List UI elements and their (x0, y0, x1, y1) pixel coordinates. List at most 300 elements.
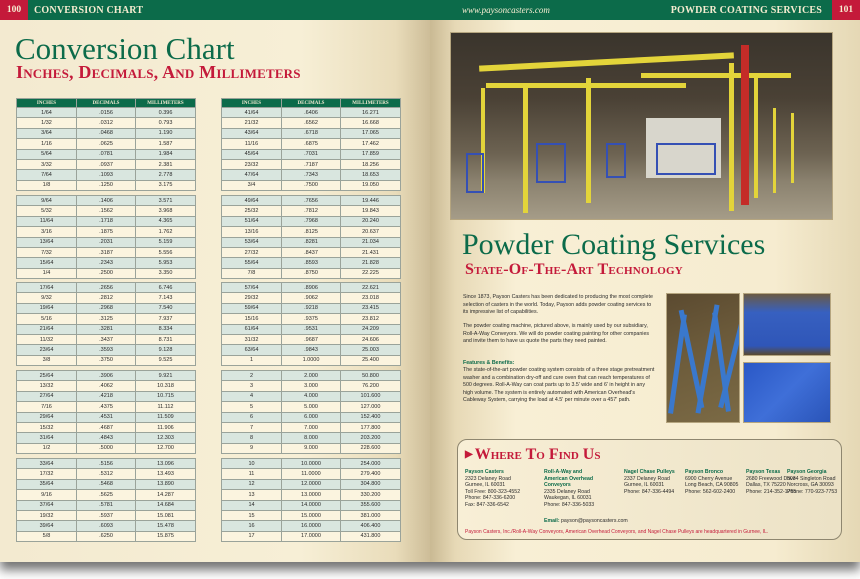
conversion-table (221, 98, 401, 191)
decimals-cell: .6875 (282, 139, 341, 149)
inches-cell: 13/16 (222, 227, 282, 237)
table-row (17, 500, 196, 510)
decimals-cell: .4375 (77, 402, 136, 412)
page-number-left: 100 (0, 0, 28, 20)
inches-cell: 12 (222, 479, 282, 489)
table-row (222, 159, 401, 169)
millimeters-cell: 25.003 (341, 345, 401, 355)
decimals-cell: .9375 (282, 314, 341, 324)
inches-cell: 31/64 (17, 433, 77, 443)
table-row (17, 128, 196, 138)
email-line: Email: payson@paysoncasters.com (544, 518, 628, 524)
table-row (17, 268, 196, 278)
inches-cell: 55/64 (222, 258, 282, 268)
table-row (222, 268, 401, 278)
table-row (17, 196, 196, 206)
inches-cell: 15 (222, 510, 282, 520)
millimeters-cell: 3.350 (136, 268, 196, 278)
location-entry (787, 469, 857, 495)
decimals-cell: 6.000 (282, 412, 341, 422)
millimeters-cell: 10.715 (136, 391, 196, 401)
email-link[interactable]: payson@paysoncasters.com (561, 518, 628, 524)
inches-cell: 9 (222, 443, 282, 453)
inches-cell: 21/64 (17, 324, 77, 334)
millimeters-cell: 22.621 (341, 283, 401, 293)
location-entry (624, 469, 694, 495)
table-row (222, 324, 401, 334)
location-name: Payson Georgia (787, 469, 827, 475)
location-line: 2335 Delaney Road (544, 488, 590, 495)
millimeters-cell: 50.800 (341, 371, 401, 381)
millimeters-cell: 24.209 (341, 324, 401, 334)
table-row (17, 479, 196, 489)
inches-cell: 25/32 (222, 206, 282, 216)
decimals-cell: .2656 (77, 283, 136, 293)
inches-cell: 7/64 (17, 170, 77, 180)
decimals-cell: .3125 (77, 314, 136, 324)
location-line: Gurnee, IL 60031 (624, 482, 665, 489)
table-row (222, 314, 401, 324)
inches-cell: 9/32 (17, 293, 77, 303)
millimeters-cell: 6.746 (136, 283, 196, 293)
inches-cell: 39/64 (17, 521, 77, 531)
decimals-cell: .6250 (77, 531, 136, 541)
millimeters-cell: 101.600 (341, 391, 401, 401)
millimeters-cell: 127.000 (341, 402, 401, 412)
millimeters-cell: 3.175 (136, 180, 196, 190)
location-line: Phone: 847-336-4494 (624, 488, 675, 495)
decimals-cell: .4843 (77, 433, 136, 443)
features-paragraph: The state-of-the-art powder coating system consists of a three stage pretreatment washer and a combination dry-off and cure oven that can reach temperatures of 500 degrees. Roll-A-Way can coat parts up to 3.5' wide and 6' in height in any high volume. The system is entirely automated with American Overhead's Cableway System, carrying the load at 4.5' per minute over a 457' path. (463, 367, 655, 404)
decimals-cell: 7.000 (282, 422, 341, 432)
table-row (17, 303, 196, 313)
inches-cell: 8 (222, 433, 282, 443)
table-row (222, 402, 401, 412)
inches-cell: 3/32 (17, 159, 77, 169)
table-row (222, 293, 401, 303)
millimeters-cell: 8.731 (136, 334, 196, 344)
millimeters-cell: 14.287 (136, 490, 196, 500)
decimals-cell: .6718 (282, 128, 341, 138)
millimeters-cell: 2.778 (136, 170, 196, 180)
decimals-cell: .3750 (77, 355, 136, 365)
table-row (222, 196, 401, 206)
table-row (222, 469, 401, 479)
millimeters-cell: 16.668 (341, 118, 401, 128)
decimals-cell: .2031 (77, 237, 136, 247)
decimals-cell: 8.000 (282, 433, 341, 443)
decimals-cell: .9062 (282, 293, 341, 303)
millimeters-cell: 18.653 (341, 170, 401, 180)
section-title-left: CONVERSION CHART (34, 4, 144, 16)
location-name: Nagel Chase Pulleys (624, 469, 675, 475)
table-row (17, 258, 196, 268)
decimals-cell: .3187 (77, 247, 136, 257)
millimeters-cell: 20.240 (341, 216, 401, 226)
millimeters-cell: 9.128 (136, 345, 196, 355)
millimeters-cell: 13.890 (136, 479, 196, 489)
conversion-table (221, 458, 401, 542)
section-title-right: POWDER COATING SERVICES (670, 4, 822, 16)
features-heading: Features & Benefits: (463, 360, 515, 366)
decimals-cell: .7656 (282, 196, 341, 206)
millimeters-cell: 11.509 (136, 412, 196, 422)
inches-cell: 15/16 (222, 314, 282, 324)
column-header: INCHES (17, 99, 77, 108)
location-line: 2337 Delaney Road (624, 475, 670, 482)
table-row (222, 490, 401, 500)
decimals-cell: .7187 (282, 159, 341, 169)
table-row (17, 422, 196, 432)
inches-cell: 7/8 (222, 268, 282, 278)
location-line: 2680 Freewood Drive (746, 475, 796, 482)
inches-cell: 29/32 (222, 293, 282, 303)
decimals-cell: .1718 (77, 216, 136, 226)
table-row (222, 345, 401, 355)
millimeters-cell: 152.400 (341, 412, 401, 422)
intro-paragraph: Since 1873, Payson Casters has been dedicated to producing the most complete selection of casters in the world. Today, Payson adds powder coating services to its impressive list of capabilities. (463, 294, 653, 316)
inches-cell: 23/64 (17, 345, 77, 355)
table-row (17, 206, 196, 216)
decimals-cell: .9843 (282, 345, 341, 355)
decimals-cell: .2812 (77, 293, 136, 303)
table-row (17, 490, 196, 500)
decimals-cell: 1.0000 (282, 355, 341, 365)
inches-cell: 9/64 (17, 196, 77, 206)
table-row (17, 180, 196, 190)
table-row (222, 381, 401, 391)
inches-cell: 15/64 (17, 258, 77, 268)
table-row (17, 381, 196, 391)
location-line: 5034 Singleton Road (787, 475, 836, 482)
location-name: Roll-A-Way and American Overhead Conveyors (544, 469, 594, 489)
millimeters-cell: 12.700 (136, 443, 196, 453)
millimeters-cell: 304.800 (341, 479, 401, 489)
millimeters-cell: 17.859 (341, 149, 401, 159)
decimals-cell: .1562 (77, 206, 136, 216)
inches-cell: 1/32 (17, 118, 77, 128)
millimeters-cell: 18.256 (341, 159, 401, 169)
millimeters-cell: 2.381 (136, 159, 196, 169)
location-line: Phone: 214-352-1765 (746, 488, 797, 495)
table-row (222, 433, 401, 443)
inches-cell: 7/16 (17, 402, 77, 412)
inches-cell: 27/32 (222, 247, 282, 257)
millimeters-cell: 10.318 (136, 381, 196, 391)
decimals-cell: .3593 (77, 345, 136, 355)
table-row (17, 521, 196, 531)
location-name: Payson Casters (465, 469, 504, 475)
table-row (17, 459, 196, 469)
table-row (222, 149, 401, 159)
table-row (17, 334, 196, 344)
millimeters-cell: 177.800 (341, 422, 401, 432)
decimals-cell: 17.0000 (282, 531, 341, 541)
column-header: MILLIMETERS (341, 99, 401, 108)
website-url[interactable]: www.paysoncasters.com (462, 5, 550, 15)
table-row (222, 180, 401, 190)
decimals-cell: .1250 (77, 180, 136, 190)
millimeters-cell: 24.606 (341, 334, 401, 344)
blue-coated-rails-photo (743, 293, 831, 356)
inches-cell: 31/32 (222, 334, 282, 344)
millimeters-cell: 254.000 (341, 459, 401, 469)
millimeters-cell: 355.600 (341, 500, 401, 510)
millimeters-cell: 12.303 (136, 433, 196, 443)
millimeters-cell: 0.793 (136, 118, 196, 128)
table-row (222, 371, 401, 381)
table-row (222, 128, 401, 138)
table-row (222, 108, 401, 118)
decimals-cell: 15.0000 (282, 510, 341, 520)
decimals-cell: .0625 (77, 139, 136, 149)
page-title: Conversion Chart (15, 31, 235, 66)
table-row (17, 443, 196, 453)
conversion-table (16, 195, 196, 279)
decimals-cell: .5937 (77, 510, 136, 520)
table-row (17, 433, 196, 443)
inches-cell: 3/4 (222, 180, 282, 190)
inches-cell: 1/4 (17, 268, 77, 278)
table-row (17, 159, 196, 169)
millimeters-cell: 19.050 (341, 180, 401, 190)
location-entry (544, 469, 604, 509)
decimals-cell: .7500 (282, 180, 341, 190)
millimeters-cell: 203.200 (341, 433, 401, 443)
inches-cell: 11 (222, 469, 282, 479)
decimals-cell: .1875 (77, 227, 136, 237)
decimals-cell: 13.0000 (282, 490, 341, 500)
millimeters-cell: 22.225 (341, 268, 401, 278)
millimeters-cell: 330.200 (341, 490, 401, 500)
inches-cell: 51/64 (222, 216, 282, 226)
headquarters-note: Payson Casters, Inc./Roll-A-Way Conveyors, American Overhead Conveyors, and Nagel Chase Pulleys are headquartered in Gurnee, IL. (465, 529, 769, 535)
table-row (17, 170, 196, 180)
machine-paragraph: The powder coating machine, pictured above, is mainly used by our subsidiary, Roll-A-Way Conveyors. We will do powder coating painting for other companies and invite them to have us quote the parts they need painted. (463, 323, 650, 345)
decimals-cell: .3437 (77, 334, 136, 344)
table-row (222, 170, 401, 180)
conversion-table (16, 282, 196, 366)
table-row (222, 510, 401, 520)
decimals-cell: .4687 (77, 422, 136, 432)
millimeters-cell: 228.600 (341, 443, 401, 453)
inches-cell: 5/8 (17, 531, 77, 541)
millimeters-cell: 11.112 (136, 402, 196, 412)
millimeters-cell: 17.462 (341, 139, 401, 149)
table-row (222, 459, 401, 469)
table-row (222, 334, 401, 344)
table-row (17, 139, 196, 149)
decimals-cell: .4218 (77, 391, 136, 401)
table-row (222, 391, 401, 401)
table-row (17, 237, 196, 247)
inches-cell: 57/64 (222, 283, 282, 293)
decimals-cell: 4.000 (282, 391, 341, 401)
table-row (222, 479, 401, 489)
decimals-cell: .9687 (282, 334, 341, 344)
conversion-table (16, 458, 196, 542)
millimeters-cell: 381.000 (341, 510, 401, 520)
decimals-cell: .8906 (282, 283, 341, 293)
conversion-table (16, 370, 196, 454)
decimals-cell: 5.000 (282, 402, 341, 412)
millimeters-cell: 13.493 (136, 469, 196, 479)
location-line: Toll Free: 800-323-4552 (465, 488, 521, 495)
location-name: Payson Bronco (685, 469, 724, 475)
location-line: 6900 Cherry Avenue (685, 475, 733, 482)
millimeters-cell: 7.937 (136, 314, 196, 324)
inches-cell: 59/64 (222, 303, 282, 313)
decimals-cell: .9531 (282, 324, 341, 334)
inches-cell: 13 (222, 490, 282, 500)
millimeters-cell: 5.556 (136, 247, 196, 257)
decimals-cell: .1406 (77, 196, 136, 206)
millimeters-cell: 9.525 (136, 355, 196, 365)
decimals-cell: .5000 (77, 443, 136, 453)
location-name: Payson Texas (746, 469, 781, 475)
inches-cell: 3/64 (17, 128, 77, 138)
conversion-table (221, 195, 401, 279)
powder-coating-facility-photo (450, 32, 833, 220)
decimals-cell: .5156 (77, 459, 136, 469)
millimeters-cell: 15.081 (136, 510, 196, 520)
inches-cell: 53/64 (222, 237, 282, 247)
table-row (222, 283, 401, 293)
millimeters-cell: 1.190 (136, 128, 196, 138)
triangle-bullet-icon: ▶ (465, 449, 473, 460)
where-to-find-us-box (457, 439, 842, 540)
decimals-cell: 12.0000 (282, 479, 341, 489)
millimeters-cell: 23.812 (341, 314, 401, 324)
millimeters-cell: 15.875 (136, 531, 196, 541)
table-row (17, 402, 196, 412)
inches-cell: 47/64 (222, 170, 282, 180)
table-row (17, 324, 196, 334)
table-row (222, 206, 401, 216)
millimeters-cell: 431.800 (341, 531, 401, 541)
inches-cell: 63/64 (222, 345, 282, 355)
inches-cell: 17 (222, 531, 282, 541)
inches-cell: 37/64 (17, 500, 77, 510)
millimeters-cell: 21.034 (341, 237, 401, 247)
decimals-cell: .0468 (77, 128, 136, 138)
millimeters-cell: 7.540 (136, 303, 196, 313)
inches-cell: 23/32 (222, 159, 282, 169)
table-row (222, 258, 401, 268)
location-entry (465, 469, 535, 509)
find-us-title: ▶ Where To Find Us (465, 446, 601, 463)
column-header: DECIMALS (282, 99, 341, 108)
location-line: Dallas, TX 75220 (746, 482, 786, 489)
table-row (222, 355, 401, 365)
table-row (222, 303, 401, 313)
table-row (17, 314, 196, 324)
table-row (222, 500, 401, 510)
inches-cell: 43/64 (222, 128, 282, 138)
decimals-cell: .0781 (77, 149, 136, 159)
table-row (222, 227, 401, 237)
inches-cell: 13/32 (17, 381, 77, 391)
decimals-cell: .5781 (77, 500, 136, 510)
millimeters-cell: 1.587 (136, 139, 196, 149)
table-row (222, 412, 401, 422)
decimals-cell: .7968 (282, 216, 341, 226)
inches-cell: 19/64 (17, 303, 77, 313)
millimeters-cell: 23.415 (341, 303, 401, 313)
decimals-cell: .8750 (282, 268, 341, 278)
inches-cell: 13/64 (17, 237, 77, 247)
inches-cell: 4 (222, 391, 282, 401)
table-row (17, 227, 196, 237)
inches-cell: 61/64 (222, 324, 282, 334)
millimeters-cell: 4.365 (136, 216, 196, 226)
column-header: INCHES (222, 99, 282, 108)
table-row (17, 247, 196, 257)
left-header-bar (0, 0, 430, 20)
inches-cell: 11/32 (17, 334, 77, 344)
millimeters-cell: 76.200 (341, 381, 401, 391)
location-line: Phone: 847-336-5033 (544, 501, 595, 508)
millimeters-cell: 3.968 (136, 206, 196, 216)
location-line: 2323 Delaney Road (465, 475, 511, 482)
decimals-cell: .8593 (282, 258, 341, 268)
table-row (17, 531, 196, 541)
decimals-cell: .1093 (77, 170, 136, 180)
table-row (17, 216, 196, 226)
inches-cell: 35/64 (17, 479, 77, 489)
millimeters-cell: 8.334 (136, 324, 196, 334)
table-row (17, 345, 196, 355)
inches-cell: 45/64 (222, 149, 282, 159)
location-line: Phone: 847-336-6200 (465, 495, 516, 502)
decimals-cell: .0156 (77, 108, 136, 118)
table-row (17, 371, 196, 381)
millimeters-cell: 9.921 (136, 371, 196, 381)
inches-cell: 11/16 (222, 139, 282, 149)
decimals-cell: 3.000 (282, 381, 341, 391)
table-row (222, 422, 401, 432)
blue-coated-stands-photo (666, 293, 740, 423)
table-row (17, 391, 196, 401)
inches-cell: 1/16 (17, 139, 77, 149)
millimeters-cell: 15.478 (136, 521, 196, 531)
inches-cell: 3/8 (17, 355, 77, 365)
inches-cell: 49/64 (222, 196, 282, 206)
decimals-cell: 11.0000 (282, 469, 341, 479)
millimeters-cell: 1.984 (136, 149, 196, 159)
inches-cell: 9/16 (17, 490, 77, 500)
inches-cell: 25/64 (17, 371, 77, 381)
table-row (17, 469, 196, 479)
left-page (0, 0, 430, 562)
location-line: Waukegan, IL 60031 (544, 495, 592, 502)
inches-cell: 5/32 (17, 206, 77, 216)
table-row (17, 118, 196, 128)
decimals-cell: 16.0000 (282, 521, 341, 531)
conversion-table (16, 98, 196, 191)
decimals-cell: .5468 (77, 479, 136, 489)
decimals-cell: 14.0000 (282, 500, 341, 510)
table-row (17, 412, 196, 422)
decimals-cell: 2.000 (282, 371, 341, 381)
millimeters-cell: 16.271 (341, 108, 401, 118)
decimals-cell: .5625 (77, 490, 136, 500)
page-number-right: 101 (832, 0, 860, 20)
inches-cell: 5/16 (17, 314, 77, 324)
millimeters-cell: 279.400 (341, 469, 401, 479)
decimals-cell: .4062 (77, 381, 136, 391)
location-line: Norcross, GA 30093 (787, 482, 834, 489)
